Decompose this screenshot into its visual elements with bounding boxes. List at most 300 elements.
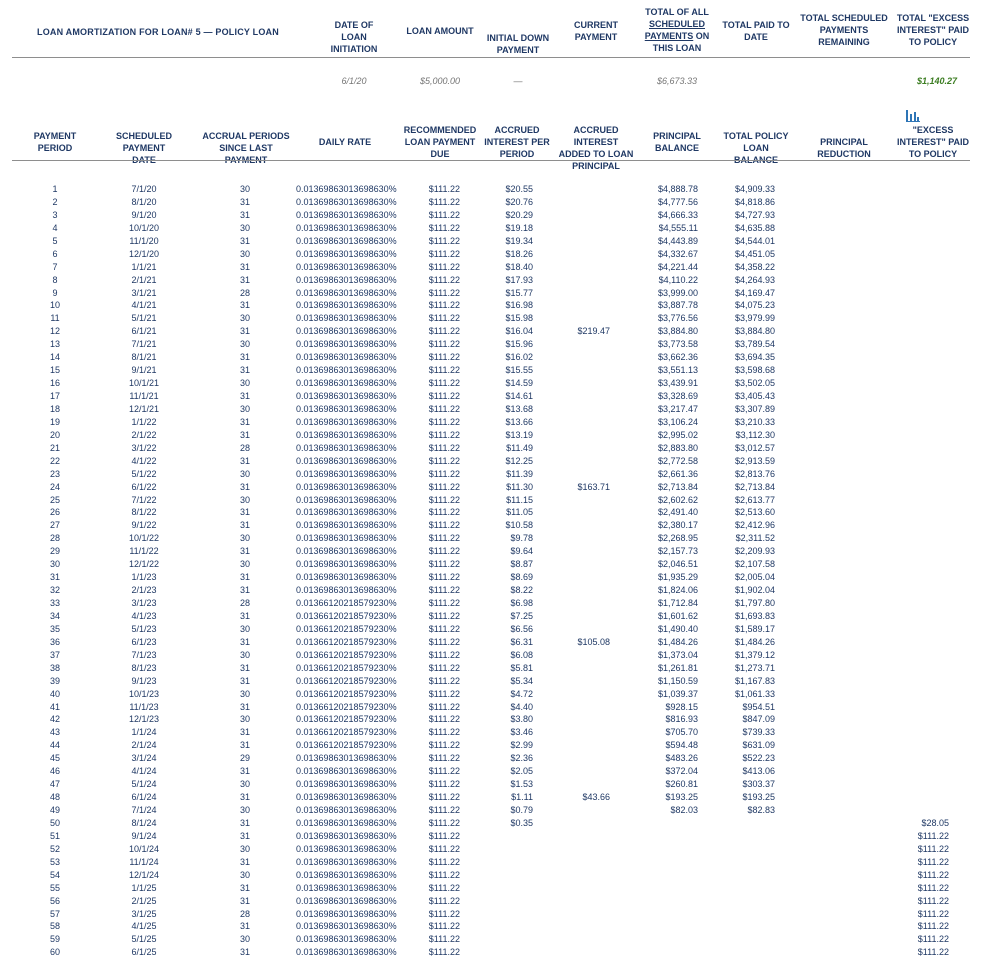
cell-date: 11/1/23	[129, 701, 159, 712]
cell-period: 22	[49, 455, 60, 466]
table-row	[0, 869, 981, 882]
cell-accrual: 30	[239, 468, 250, 479]
cell-accrual: 31	[239, 261, 250, 272]
cell-accrued: $11.15	[506, 494, 533, 505]
cell-period: 42	[49, 714, 60, 725]
cell-principal: $483.26	[665, 753, 698, 764]
cell-accrued: $16.04	[505, 326, 533, 337]
cell-accrued: $3.46	[510, 727, 533, 738]
cell-principal: $260.81	[665, 779, 698, 790]
cell-accrued: $11.49	[506, 442, 533, 453]
cell-accrual: 31	[239, 856, 250, 867]
cell-rate: 0.01369863013698630%	[296, 572, 397, 583]
cell-period: 18	[49, 403, 60, 414]
cell-period: 19	[49, 416, 60, 427]
cell-period: 25	[49, 494, 60, 505]
cell-rate: 0.01369863013698630%	[296, 546, 397, 557]
cell-accrual: 31	[239, 727, 250, 738]
cell-recommended: $111.22	[428, 300, 460, 311]
cell-principal: $3,551.13	[657, 365, 698, 376]
cell-principal: $2,157.73	[657, 546, 698, 557]
table-row	[0, 817, 981, 830]
cell-period: 40	[49, 688, 60, 699]
cell-accrual: 31	[239, 300, 250, 311]
cell-period: 60	[49, 947, 60, 958]
cell-principal: $1,261.81	[657, 662, 698, 673]
cell-accrual: 31	[239, 455, 250, 466]
cell-accrued: $0.35	[510, 817, 533, 828]
cell-principal: $3,999.00	[657, 287, 698, 298]
cell-principal: $2,380.17	[657, 520, 698, 531]
cell-recommended: $111.22	[428, 533, 460, 544]
cell-total-balance: $1,061.33	[734, 688, 775, 699]
header-line: SCHEDULED PAYMENT	[115, 131, 172, 153]
cell-recommended: $111.22	[428, 843, 460, 854]
cell-accrued: $20.76	[505, 196, 533, 207]
cell-rate: 0.01369863013698630%	[296, 248, 397, 259]
cell-rate: 0.01369863013698630%	[296, 261, 397, 272]
cell-accrual: 31	[239, 365, 250, 376]
table-row	[0, 274, 981, 287]
header-current-payment	[568, 19, 624, 43]
cell-period: 29	[49, 546, 60, 557]
cell-principal: $2,995.02	[657, 429, 698, 440]
cell-period: 3	[52, 209, 58, 220]
cell-rate: 0.01369863013698630%	[296, 908, 397, 919]
cell-accrual: 30	[239, 403, 250, 414]
cell-rate: 0.01369863013698630%	[296, 494, 397, 505]
cell-accrued: $20.55	[505, 184, 533, 194]
header-line: DAILY RATE	[318, 137, 372, 147]
table-row	[0, 856, 981, 869]
cell-recommended: $111.22	[428, 222, 460, 233]
cell-period: 20	[49, 429, 60, 440]
cell-accrued: $15.98	[505, 313, 533, 324]
table-row	[0, 558, 981, 571]
cell-accrual: 31	[239, 610, 250, 621]
cell-rate: 0.01366120218579230%	[296, 688, 397, 699]
cell-date: 9/1/20	[131, 209, 157, 220]
table-row	[0, 765, 981, 778]
cell-total-balance: $954.51	[742, 701, 775, 712]
cell-principal: $2,713.84	[657, 481, 698, 492]
cell-date: 5/1/24	[131, 779, 157, 790]
cell-total-balance: $4,075.23	[734, 300, 775, 311]
cell-accrual: 31	[239, 792, 250, 803]
cell-date: 1/1/22	[131, 416, 157, 427]
cell-total-balance: $4,635.88	[734, 222, 775, 233]
cell-total-balance: $413.06	[742, 766, 775, 777]
cell-rate: 0.01369863013698630%	[296, 481, 397, 492]
header-line: PAYMENT	[496, 45, 540, 55]
cell-recommended: $111.22	[428, 196, 460, 207]
cell-total-balance: $3,307.89	[734, 403, 775, 414]
cell-period: 10	[49, 300, 60, 311]
cell-period: 9	[52, 287, 58, 298]
cell-rate: 0.01366120218579230%	[296, 598, 397, 608]
cell-accrual: 30	[239, 339, 250, 350]
cell-date: 1/1/25	[131, 882, 157, 893]
cell-date: 5/1/22	[131, 468, 157, 479]
cell-date: 3/1/23	[131, 598, 157, 608]
table-row	[0, 804, 981, 817]
cell-excess: $111.22	[917, 882, 949, 893]
cell-rate: 0.01366120218579230%	[296, 662, 397, 673]
cell-recommended: $111.22	[428, 636, 460, 647]
cell-total-balance: $2,513.60	[734, 507, 775, 518]
cell-date: 10/1/22	[128, 533, 160, 544]
table-row	[0, 390, 981, 403]
cell-recommended: $111.22	[428, 805, 460, 815]
cell-rate: 0.01369863013698630%	[296, 300, 397, 311]
cell-rate: 0.01369863013698630%	[296, 805, 397, 815]
table-row	[0, 675, 981, 688]
cell-period: 11	[50, 313, 60, 324]
table-row	[0, 519, 981, 532]
cell-principal: $3,217.47	[657, 403, 698, 414]
cell-date: 11/1/22	[129, 546, 159, 557]
cell-accrued: $1.53	[510, 779, 533, 790]
cell-accrued: $6.98	[510, 598, 533, 608]
cell-date: 8/1/22	[131, 507, 157, 518]
cell-accrued: $16.02	[505, 352, 533, 363]
header-line: ON	[695, 31, 710, 41]
cell-recommended: $111.22	[428, 313, 460, 324]
cell-recommended: $111.22	[428, 779, 460, 790]
col-header-excess	[895, 124, 971, 160]
cell-principal: $1,039.37	[657, 688, 698, 699]
cell-recommended: $111.22	[428, 766, 460, 777]
table-row	[0, 752, 981, 765]
cell-excess: $111.22	[917, 830, 949, 841]
cell-recommended: $111.22	[428, 287, 460, 298]
cell-added: $105.08	[577, 636, 610, 647]
cell-recommended: $111.22	[428, 921, 460, 932]
cell-period: 47	[49, 779, 60, 790]
table-row	[0, 908, 981, 921]
cell-rate: 0.01369863013698630%	[296, 378, 397, 389]
header-line: TOTAL SCHEDULED	[800, 13, 888, 23]
cell-accrual: 31	[239, 882, 250, 893]
cell-accrual: 30	[239, 623, 250, 634]
cell-accrued: $8.87	[510, 559, 533, 570]
table-row	[0, 442, 981, 455]
cell-recommended: $111.22	[428, 403, 460, 414]
cell-recommended: $111.22	[428, 662, 460, 673]
cell-accrued: $5.81	[510, 662, 533, 673]
table-row	[0, 545, 981, 558]
header-line: PAYMENT	[574, 32, 618, 42]
cell-rate: 0.01369863013698630%	[296, 766, 397, 777]
cell-accrual: 31	[239, 701, 250, 712]
cell-period: 54	[49, 869, 60, 880]
cell-total-balance: $2,713.84	[734, 481, 775, 492]
header-line: DATE	[744, 32, 768, 42]
cell-accrued: $14.59	[505, 378, 533, 389]
cell-rate: 0.01369863013698630%	[296, 391, 397, 401]
cell-date: 10/1/23	[128, 688, 160, 699]
cell-date: 1/1/23	[131, 572, 157, 583]
cell-total-balance: $1,484.26	[734, 636, 775, 647]
cell-period: 41	[49, 701, 60, 712]
cell-period: 30	[49, 559, 60, 570]
table-row	[0, 843, 981, 856]
cell-principal: $1,712.84	[657, 598, 698, 608]
header-line: CURRENT	[574, 20, 618, 30]
cell-principal: $3,662.36	[657, 352, 698, 363]
cell-accrual: 31	[239, 675, 250, 686]
cell-accrued: $15.96	[505, 339, 533, 350]
cell-total-balance: $3,012.57	[734, 442, 775, 453]
cell-recommended: $111.22	[428, 416, 460, 427]
cell-date: 9/1/21	[131, 365, 157, 376]
cell-date: 11/1/21	[129, 391, 159, 401]
header-line: TOTAL "EXCESS	[896, 13, 970, 23]
cell-principal: $2,772.58	[657, 455, 698, 466]
cell-rate: 0.01369863013698630%	[296, 817, 397, 828]
cell-accrual: 31	[239, 740, 250, 751]
cell-period: 38	[49, 662, 60, 673]
cell-total-balance: $303.37	[742, 779, 775, 790]
cell-rate: 0.01369863013698630%	[296, 442, 397, 453]
summary-initial-down: —	[513, 76, 523, 86]
cell-accrual: 30	[239, 805, 250, 815]
cell-excess: $111.22	[917, 921, 949, 932]
cell-period: 17	[49, 391, 60, 401]
table-row	[0, 261, 981, 274]
cell-total-balance: $82.83	[747, 805, 775, 815]
cell-principal: $1,490.40	[657, 623, 698, 634]
cell-date: 8/1/20	[131, 196, 157, 207]
cell-date: 6/1/21	[131, 326, 157, 337]
cell-total-balance: $4,544.01	[734, 235, 775, 246]
cell-recommended: $111.22	[428, 468, 460, 479]
cell-date: 10/1/20	[128, 222, 160, 233]
cell-total-balance: $739.33	[742, 727, 775, 738]
cell-recommended: $111.22	[428, 649, 460, 660]
cell-accrual: 30	[239, 779, 250, 790]
cell-recommended: $111.22	[428, 830, 460, 841]
table-row	[0, 312, 981, 325]
cell-date: 7/1/24	[131, 805, 157, 815]
header-line: PERIOD	[499, 149, 535, 159]
cell-date: 12/1/24	[128, 869, 160, 880]
cell-date: 7/1/21	[131, 339, 157, 350]
cell-rate: 0.01369863013698630%	[296, 429, 397, 440]
table-row	[0, 416, 981, 429]
cell-recommended: $111.22	[428, 792, 460, 803]
header-line: PRINCIPAL	[572, 161, 620, 171]
table-row	[0, 713, 981, 726]
cell-principal: $3,773.58	[657, 339, 698, 350]
cell-accrual: 30	[239, 494, 250, 505]
cell-accrued: $10.58	[505, 520, 533, 531]
header-line: SCHEDULED	[648, 19, 705, 29]
cell-period: 46	[49, 766, 60, 777]
cell-date: 5/1/25	[131, 934, 157, 945]
cell-rate: 0.01369863013698630%	[296, 533, 397, 544]
cell-accrued: $11.39	[506, 468, 533, 479]
cell-date: 9/1/24	[131, 830, 157, 841]
col-header-period	[25, 130, 85, 154]
cell-rate: 0.01369863013698630%	[296, 869, 397, 880]
cell-accrual: 30	[239, 533, 250, 544]
cell-total-balance: $3,502.05	[734, 378, 775, 389]
table-row	[0, 688, 981, 701]
cell-recommended: $111.22	[428, 623, 460, 634]
cell-total-balance: $3,598.68	[734, 365, 775, 376]
cell-principal: $1,935.29	[657, 572, 698, 583]
cell-rate: 0.01366120218579230%	[296, 727, 397, 738]
cell-accrued: $2.05	[510, 766, 533, 777]
cell-principal: $4,443.89	[657, 235, 698, 246]
cell-period: 56	[49, 895, 60, 906]
cell-excess: $111.22	[917, 934, 949, 945]
cell-principal: $2,661.36	[657, 468, 698, 479]
header-line: INTEREST" PAID	[896, 25, 970, 35]
cell-total-balance: $2,005.04	[734, 572, 775, 583]
table-row	[0, 920, 981, 933]
bar-chart-icon[interactable]	[906, 110, 920, 122]
cell-date: 1/1/24	[131, 727, 157, 738]
amortization-table	[0, 183, 981, 959]
cell-principal: $4,110.22	[658, 274, 698, 285]
header-line: BALANCE	[655, 143, 699, 153]
header-line: PAYMENT	[33, 131, 77, 141]
cell-date: 12/1/21	[128, 403, 160, 414]
header-total-remaining	[800, 12, 888, 48]
cell-accrued: $6.31	[510, 636, 533, 647]
cell-period: 44	[49, 740, 60, 751]
cell-recommended: $111.22	[428, 442, 460, 453]
cell-accrued: $2.36	[510, 753, 533, 764]
cell-date: 5/1/23	[131, 623, 157, 634]
cell-period: 23	[49, 468, 60, 479]
cell-excess: $111.22	[917, 908, 949, 919]
cell-recommended: $111.22	[428, 520, 460, 531]
cell-rate: 0.01366120218579230%	[296, 675, 397, 686]
cell-added: $163.71	[577, 481, 610, 492]
cell-total-balance: $631.09	[742, 740, 775, 751]
cell-total-balance: $1,589.17	[734, 623, 775, 634]
table-row	[0, 364, 981, 377]
cell-period: 21	[49, 442, 60, 453]
cell-rate: 0.01369863013698630%	[296, 365, 397, 376]
cell-accrual: 30	[239, 184, 250, 194]
cell-date: 8/1/23	[131, 662, 157, 673]
header-line: PRINCIPAL	[653, 131, 701, 141]
cell-accrual: 31	[239, 481, 250, 492]
cell-recommended: $111.22	[428, 817, 460, 828]
header-line: TO POLICY	[908, 37, 958, 47]
table-row	[0, 196, 981, 209]
cell-rate: 0.01369863013698630%	[296, 339, 397, 350]
table-row	[0, 248, 981, 261]
cell-accrued: $18.40	[505, 261, 533, 272]
header-line: INITIAL DOWN	[486, 33, 550, 43]
cell-accrued: $20.29	[505, 209, 533, 220]
cell-total-balance: $1,379.12	[734, 649, 775, 660]
header-line: LOAN PAYMENT	[404, 137, 476, 147]
header-line: DUE	[430, 149, 450, 159]
cell-date: 12/1/20	[128, 248, 160, 259]
cell-date: 10/1/24	[128, 843, 160, 854]
cell-rate: 0.01369863013698630%	[296, 455, 397, 466]
cell-period: 39	[49, 675, 60, 686]
cell-accrual: 31	[239, 352, 250, 363]
cell-accrued: $1.11	[511, 792, 533, 803]
cell-rate: 0.01369863013698630%	[296, 559, 397, 570]
cell-recommended: $111.22	[428, 494, 460, 505]
cell-accrual: 30	[239, 248, 250, 259]
header-line: TOTAL OF ALL	[645, 7, 709, 17]
table-row	[0, 610, 981, 623]
cell-excess: $111.22	[917, 843, 949, 854]
cell-date: 7/1/22	[131, 494, 157, 505]
cell-rate: 0.01369863013698630%	[296, 287, 397, 298]
summary-total-all: $6,673.33	[656, 76, 698, 86]
cell-total-balance: $4,818.86	[734, 196, 775, 207]
cell-recommended: $111.22	[428, 378, 460, 389]
cell-accrual: 31	[239, 947, 250, 958]
header-line: INTEREST" PAID	[896, 137, 970, 147]
col-header-accrued	[482, 124, 552, 160]
cell-date: 11/1/20	[129, 235, 159, 246]
cell-total-balance: $3,979.99	[734, 313, 775, 324]
cell-period: 1	[52, 184, 58, 194]
cell-rate: 0.01369863013698630%	[296, 235, 397, 246]
table-row	[0, 455, 981, 468]
cell-accrued: $5.34	[510, 675, 533, 686]
cell-principal: $3,887.78	[657, 300, 698, 311]
cell-accrued: $13.19	[505, 429, 533, 440]
cell-total-balance: $2,613.77	[734, 494, 775, 505]
header-line: THIS LOAN	[652, 43, 702, 53]
cell-recommended: $111.22	[428, 688, 460, 699]
cell-rate: 0.01369863013698630%	[296, 921, 397, 932]
cell-principal: $3,776.56	[657, 313, 698, 324]
header-line: PAYMENTS	[644, 31, 694, 41]
summary-date-initiation: 6/1/20	[341, 76, 367, 86]
table-row	[0, 506, 981, 519]
cell-rate: 0.01369863013698630%	[296, 313, 397, 324]
cell-period: 13	[49, 339, 60, 350]
cell-principal: $2,046.51	[657, 559, 698, 570]
cell-recommended: $111.22	[428, 740, 460, 751]
cell-period: 58	[49, 921, 60, 932]
table-row	[0, 882, 981, 895]
cell-total-balance: $2,813.76	[734, 468, 775, 479]
cell-accrued: $11.05	[506, 507, 533, 518]
cell-accrued: $19.18	[505, 222, 533, 233]
cell-recommended: $111.22	[428, 598, 460, 608]
header-line: "EXCESS	[912, 125, 954, 135]
cell-principal: $2,491.40	[657, 507, 698, 518]
table-row	[0, 830, 981, 843]
cell-rate: 0.01369863013698630%	[296, 274, 397, 285]
cell-recommended: $111.22	[428, 882, 460, 893]
header-line: ACCRUAL PERIODS	[202, 131, 290, 141]
header-line: INTEREST PER	[484, 137, 550, 147]
cell-accrual: 28	[239, 442, 250, 453]
cell-period: 55	[49, 882, 60, 893]
cell-period: 57	[49, 908, 60, 919]
cell-accrual: 30	[239, 313, 250, 324]
cell-accrual: 28	[239, 908, 250, 919]
cell-recommended: $111.22	[428, 546, 460, 557]
header-line: RECOMMENDED	[403, 125, 477, 135]
cell-total-balance: $2,412.96	[734, 520, 775, 531]
